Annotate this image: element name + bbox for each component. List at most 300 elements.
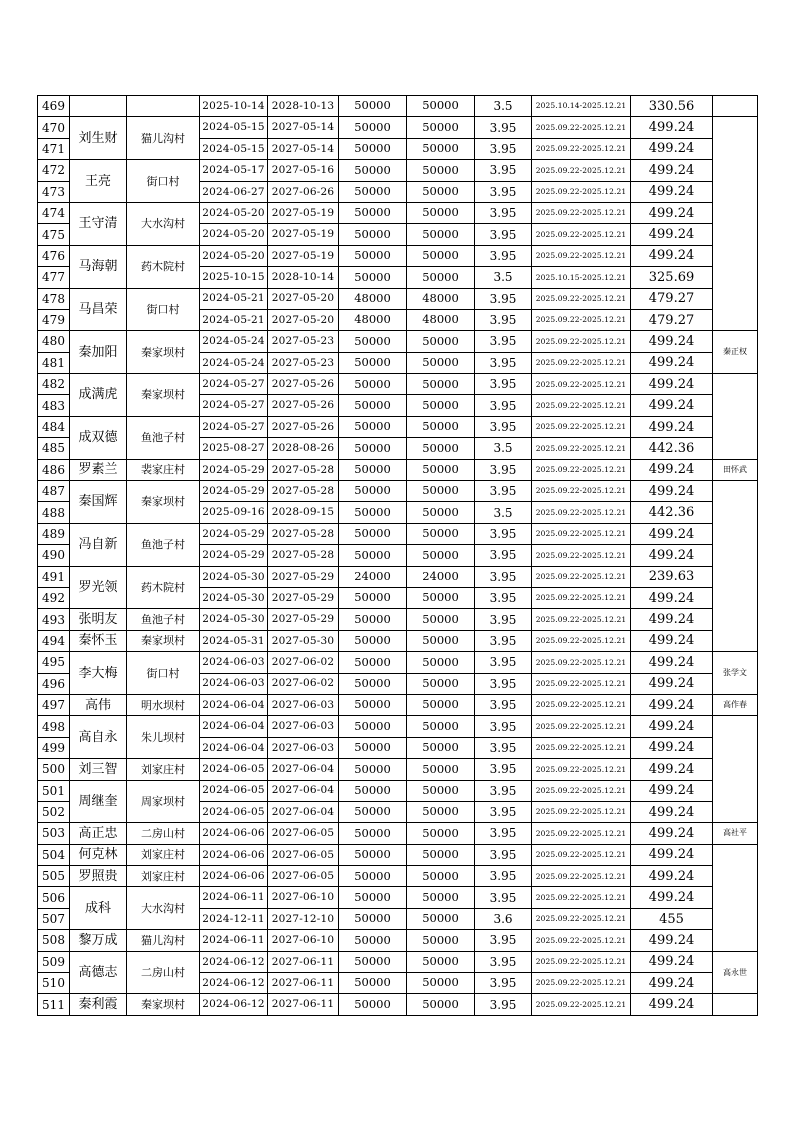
interest-rate: 3.95: [475, 523, 532, 544]
borrower-name: 高德志: [70, 951, 127, 994]
interest-period: 2025.09.22-2025.12.21: [532, 181, 631, 202]
remark: [713, 96, 758, 117]
interest-period: 2025.09.22-2025.12.21: [532, 930, 631, 951]
interest-period: 2025.09.22-2025.12.21: [532, 160, 631, 181]
interest-period: 2025.09.22-2025.12.21: [532, 523, 631, 544]
interest-period: 2025.09.22-2025.12.21: [532, 759, 631, 780]
village-name: 明水坝村: [127, 694, 200, 715]
loan-balance: 50000: [407, 823, 475, 844]
row-number: 498: [38, 716, 70, 737]
table-row: [38, 459, 758, 480]
village-name: 秦家坝村: [127, 331, 200, 374]
remark: 张学文: [713, 652, 758, 695]
start-date: 2024-06-12: [200, 973, 268, 994]
table-row: [38, 844, 758, 865]
village-name: 鱼池子村: [127, 416, 200, 459]
start-date: 2024-05-30: [200, 566, 268, 587]
loan-balance: 50000: [407, 609, 475, 630]
interest-amount: 499.24: [631, 374, 713, 395]
loan-balance: 50000: [407, 908, 475, 929]
start-date: 2024-05-17: [200, 160, 268, 181]
row-number: 493: [38, 609, 70, 630]
end-date: 2028-10-13: [268, 96, 339, 117]
row-number: 490: [38, 545, 70, 566]
row-number: 505: [38, 866, 70, 887]
end-date: 2027-05-28: [268, 523, 339, 544]
interest-period: 2025.09.22-2025.12.21: [532, 652, 631, 673]
loan-amount: 50000: [339, 609, 407, 630]
row-number: 508: [38, 930, 70, 951]
interest-period: 2025.09.22-2025.12.21: [532, 716, 631, 737]
remark: 高社平: [713, 823, 758, 844]
village-name: 刘家庄村: [127, 844, 200, 865]
end-date: 2027-05-26: [268, 395, 339, 416]
remark: 高永世: [713, 951, 758, 994]
interest-rate: 3.95: [475, 245, 532, 266]
borrower-name: 高自永: [70, 716, 127, 759]
table-row: [38, 994, 758, 1015]
loan-balance: 50000: [407, 459, 475, 480]
end-date: 2027-05-23: [268, 352, 339, 373]
interest-rate: 3.95: [475, 951, 532, 972]
interest-amount: 499.24: [631, 694, 713, 715]
end-date: 2027-06-26: [268, 181, 339, 202]
interest-amount: 499.24: [631, 652, 713, 673]
interest-amount: 499.24: [631, 481, 713, 502]
row-number: 479: [38, 309, 70, 330]
interest-amount: 499.24: [631, 545, 713, 566]
start-date: 2024-06-11: [200, 930, 268, 951]
village-name: [127, 96, 200, 117]
interest-rate: 3.95: [475, 331, 532, 352]
end-date: 2028-09-15: [268, 502, 339, 523]
interest-amount: 499.24: [631, 181, 713, 202]
loan-balance: 50000: [407, 844, 475, 865]
loan-balance: 50000: [407, 138, 475, 159]
loan-balance: 50000: [407, 716, 475, 737]
table-row: [38, 96, 758, 117]
end-date: 2027-06-03: [268, 737, 339, 758]
start-date: 2024-06-12: [200, 951, 268, 972]
loan-balance: 50000: [407, 930, 475, 951]
loan-balance: 50000: [407, 224, 475, 245]
borrower-name: 秦利霞: [70, 994, 127, 1015]
loan-balance: 50000: [407, 245, 475, 266]
row-number: 494: [38, 630, 70, 651]
end-date: 2027-05-29: [268, 609, 339, 630]
interest-period: 2025.09.22-2025.12.21: [532, 395, 631, 416]
loan-amount: 50000: [339, 844, 407, 865]
interest-amount: 499.24: [631, 780, 713, 801]
interest-period: 2025.09.22-2025.12.21: [532, 780, 631, 801]
interest-amount: 479.27: [631, 309, 713, 330]
interest-rate: 3.95: [475, 844, 532, 865]
loan-amount: 50000: [339, 759, 407, 780]
loan-balance: 50000: [407, 117, 475, 138]
interest-amount: 499.24: [631, 202, 713, 223]
start-date: 2024-05-27: [200, 374, 268, 395]
row-number: 492: [38, 587, 70, 608]
village-name: 药木院村: [127, 245, 200, 288]
loan-amount: 50000: [339, 224, 407, 245]
end-date: 2027-05-26: [268, 374, 339, 395]
end-date: 2027-05-19: [268, 202, 339, 223]
loan-balance: 48000: [407, 288, 475, 309]
interest-period: 2025.09.22-2025.12.21: [532, 416, 631, 437]
interest-amount: 499.24: [631, 630, 713, 651]
borrower-name: 秦加阳: [70, 331, 127, 374]
row-number: 473: [38, 181, 70, 202]
end-date: 2027-06-05: [268, 866, 339, 887]
borrower-name: 成满虎: [70, 374, 127, 417]
borrower-name: 何克林: [70, 844, 127, 865]
interest-amount: 499.24: [631, 930, 713, 951]
village-name: 鱼池子村: [127, 609, 200, 630]
loan-balance: 50000: [407, 973, 475, 994]
loan-amount: 50000: [339, 716, 407, 737]
end-date: 2027-06-03: [268, 694, 339, 715]
interest-period: 2025.09.22-2025.12.21: [532, 609, 631, 630]
start-date: 2024-05-30: [200, 587, 268, 608]
start-date: 2024-05-27: [200, 416, 268, 437]
borrower-name: 秦国辉: [70, 481, 127, 524]
interest-amount: 499.24: [631, 416, 713, 437]
interest-rate: 3.95: [475, 117, 532, 138]
loan-amount: 50000: [339, 673, 407, 694]
row-number: 486: [38, 459, 70, 480]
borrower-name: 罗照贵: [70, 866, 127, 887]
loan-amount: 50000: [339, 374, 407, 395]
interest-period: 2025.09.22-2025.12.21: [532, 481, 631, 502]
loan-amount: 50000: [339, 181, 407, 202]
remark: 田怀武: [713, 459, 758, 480]
interest-amount: 499.24: [631, 160, 713, 181]
start-date: 2024-05-29: [200, 459, 268, 480]
end-date: 2027-06-02: [268, 652, 339, 673]
row-number: 497: [38, 694, 70, 715]
table-row: [38, 887, 758, 908]
table-row: [38, 759, 758, 780]
interest-period: 2025.09.22-2025.12.21: [532, 566, 631, 587]
start-date: 2025-09-16: [200, 502, 268, 523]
row-number: 495: [38, 652, 70, 673]
start-date: 2024-05-20: [200, 245, 268, 266]
row-number: 502: [38, 801, 70, 822]
table-row: [38, 374, 758, 395]
start-date: 2024-06-12: [200, 994, 268, 1015]
interest-amount: 499.24: [631, 823, 713, 844]
interest-rate: 3.95: [475, 202, 532, 223]
end-date: 2027-05-19: [268, 245, 339, 266]
interest-amount: 499.24: [631, 352, 713, 373]
interest-period: 2025.10.14-2025.12.21: [532, 96, 631, 117]
loan-amount: 50000: [339, 523, 407, 544]
loan-balance: 50000: [407, 587, 475, 608]
start-date: 2024-05-24: [200, 352, 268, 373]
interest-rate: 3.95: [475, 930, 532, 951]
row-number: 488: [38, 502, 70, 523]
interest-amount: 499.24: [631, 844, 713, 865]
village-name: 周家坝村: [127, 780, 200, 823]
row-number: 472: [38, 160, 70, 181]
borrower-name: [70, 96, 127, 117]
loan-balance: 50000: [407, 502, 475, 523]
loan-amount: 50000: [339, 138, 407, 159]
start-date: 2024-06-11: [200, 887, 268, 908]
row-number: 480: [38, 331, 70, 352]
interest-amount: 499.24: [631, 459, 713, 480]
interest-rate: 3.95: [475, 138, 532, 159]
start-date: 2024-05-21: [200, 288, 268, 309]
loan-balance: 50000: [407, 951, 475, 972]
village-name: 猫儿沟村: [127, 117, 200, 160]
interest-rate: 3.5: [475, 267, 532, 288]
start-date: 2024-06-05: [200, 780, 268, 801]
interest-amount: 499.24: [631, 737, 713, 758]
row-number: 489: [38, 523, 70, 544]
interest-amount: 499.24: [631, 759, 713, 780]
interest-rate: 3.95: [475, 887, 532, 908]
table-row: [38, 288, 758, 309]
start-date: 2024-06-03: [200, 673, 268, 694]
start-date: 2024-05-15: [200, 117, 268, 138]
interest-period: 2025.10.15-2025.12.21: [532, 267, 631, 288]
start-date: 2024-06-04: [200, 737, 268, 758]
row-number: 482: [38, 374, 70, 395]
loan-balance: 50000: [407, 481, 475, 502]
start-date: 2024-06-27: [200, 181, 268, 202]
end-date: 2027-05-26: [268, 416, 339, 437]
interest-rate: 3.95: [475, 780, 532, 801]
loan-interest-table: [37, 95, 758, 1016]
interest-amount: 330.56: [631, 96, 713, 117]
loan-balance: 50000: [407, 160, 475, 181]
loan-amount: 50000: [339, 395, 407, 416]
borrower-name: 罗素兰: [70, 459, 127, 480]
village-name: 街口村: [127, 288, 200, 331]
interest-amount: 239.63: [631, 566, 713, 587]
start-date: 2024-06-05: [200, 759, 268, 780]
borrower-name: 王亮: [70, 160, 127, 203]
interest-rate: 3.95: [475, 288, 532, 309]
table-row: [38, 630, 758, 651]
row-number: 481: [38, 352, 70, 373]
start-date: 2024-05-31: [200, 630, 268, 651]
remark: 高作春: [713, 694, 758, 715]
loan-amount: 50000: [339, 780, 407, 801]
interest-period: 2025.09.22-2025.12.21: [532, 352, 631, 373]
borrower-name: 成科: [70, 887, 127, 930]
loan-balance: 50000: [407, 416, 475, 437]
interest-rate: 3.95: [475, 352, 532, 373]
loan-balance: 50000: [407, 202, 475, 223]
row-number: 496: [38, 673, 70, 694]
borrower-name: 马海朝: [70, 245, 127, 288]
interest-amount: 499.24: [631, 395, 713, 416]
interest-amount: 499.24: [631, 587, 713, 608]
start-date: 2024-06-04: [200, 716, 268, 737]
village-name: 街口村: [127, 652, 200, 695]
interest-period: 2025.09.22-2025.12.21: [532, 994, 631, 1015]
interest-amount: 499.24: [631, 523, 713, 544]
table-row: [38, 951, 758, 972]
start-date: 2024-05-20: [200, 202, 268, 223]
village-name: 裴家庄村: [127, 459, 200, 480]
loan-amount: 50000: [339, 502, 407, 523]
interest-rate: 3.95: [475, 866, 532, 887]
interest-period: 2025.09.22-2025.12.21: [532, 438, 631, 459]
end-date: 2027-06-10: [268, 887, 339, 908]
interest-rate: 3.95: [475, 181, 532, 202]
interest-rate: 3.95: [475, 481, 532, 502]
end-date: 2027-06-11: [268, 994, 339, 1015]
interest-rate: 3.95: [475, 545, 532, 566]
interest-rate: 3.5: [475, 502, 532, 523]
loan-amount: 50000: [339, 331, 407, 352]
interest-amount: 499.24: [631, 245, 713, 266]
loan-amount: 50000: [339, 930, 407, 951]
row-number: 501: [38, 780, 70, 801]
loan-amount: 50000: [339, 545, 407, 566]
interest-period: 2025.09.22-2025.12.21: [532, 694, 631, 715]
interest-rate: 3.95: [475, 737, 532, 758]
row-number: 511: [38, 994, 70, 1015]
village-name: 鱼池子村: [127, 523, 200, 566]
interest-period: 2025.09.22-2025.12.21: [532, 587, 631, 608]
interest-period: 2025.09.22-2025.12.21: [532, 459, 631, 480]
loan-balance: 50000: [407, 96, 475, 117]
table-row: [38, 202, 758, 223]
row-number: 478: [38, 288, 70, 309]
loan-balance: 50000: [407, 887, 475, 908]
row-number: 470: [38, 117, 70, 138]
loan-balance: 48000: [407, 309, 475, 330]
remark: [713, 994, 758, 1015]
interest-rate: 3.6: [475, 908, 532, 929]
interest-period: 2025.09.22-2025.12.21: [532, 887, 631, 908]
interest-period: 2025.09.22-2025.12.21: [532, 673, 631, 694]
row-number: 509: [38, 951, 70, 972]
loan-balance: 50000: [407, 694, 475, 715]
borrower-name: 张明友: [70, 609, 127, 630]
interest-rate: 3.95: [475, 224, 532, 245]
village-name: 二房山村: [127, 823, 200, 844]
table-row: [38, 117, 758, 138]
loan-amount: 50000: [339, 823, 407, 844]
interest-period: 2025.09.22-2025.12.21: [532, 545, 631, 566]
loan-amount: 50000: [339, 459, 407, 480]
row-number: 504: [38, 844, 70, 865]
interest-amount: 499.24: [631, 994, 713, 1015]
row-number: 474: [38, 202, 70, 223]
loan-balance: 24000: [407, 566, 475, 587]
loan-amount: 50000: [339, 416, 407, 437]
interest-rate: 3.95: [475, 673, 532, 694]
loan-amount: 50000: [339, 587, 407, 608]
table-row: [38, 245, 758, 266]
interest-period: 2025.09.22-2025.12.21: [532, 801, 631, 822]
remark: [713, 844, 758, 951]
interest-rate: 3.95: [475, 759, 532, 780]
loan-amount: 50000: [339, 117, 407, 138]
interest-amount: 499.24: [631, 673, 713, 694]
loan-amount: 50000: [339, 737, 407, 758]
loan-amount: 48000: [339, 288, 407, 309]
village-name: 大水沟村: [127, 887, 200, 930]
interest-rate: 3.95: [475, 609, 532, 630]
start-date: 2024-05-24: [200, 331, 268, 352]
start-date: 2024-05-29: [200, 481, 268, 502]
borrower-name: 秦怀玉: [70, 630, 127, 651]
loan-amount: 50000: [339, 438, 407, 459]
interest-period: 2025.09.22-2025.12.21: [532, 844, 631, 865]
end-date: 2027-05-23: [268, 331, 339, 352]
village-name: 秦家坝村: [127, 481, 200, 524]
end-date: 2028-10-14: [268, 267, 339, 288]
loan-amount: 50000: [339, 160, 407, 181]
loan-amount: 50000: [339, 652, 407, 673]
village-name: 街口村: [127, 160, 200, 203]
interest-rate: 3.95: [475, 587, 532, 608]
village-name: 朱儿坝村: [127, 716, 200, 759]
interest-amount: 499.24: [631, 887, 713, 908]
loan-balance: 50000: [407, 866, 475, 887]
remark: [713, 716, 758, 823]
end-date: 2027-06-05: [268, 844, 339, 865]
loan-amount: 50000: [339, 951, 407, 972]
borrower-name: 罗光领: [70, 566, 127, 609]
borrower-name: 高正忠: [70, 823, 127, 844]
end-date: 2027-05-20: [268, 309, 339, 330]
row-number: 506: [38, 887, 70, 908]
interest-rate: 3.95: [475, 994, 532, 1015]
table-row: [38, 609, 758, 630]
interest-amount: 499.24: [631, 951, 713, 972]
table-row: [38, 652, 758, 673]
interest-amount: 325.69: [631, 267, 713, 288]
interest-rate: 3.95: [475, 694, 532, 715]
interest-period: 2025.09.22-2025.12.21: [532, 973, 631, 994]
interest-amount: 479.27: [631, 288, 713, 309]
interest-amount: 499.24: [631, 973, 713, 994]
village-name: 大水沟村: [127, 202, 200, 245]
end-date: 2027-12-10: [268, 908, 339, 929]
interest-amount: 499.24: [631, 716, 713, 737]
row-number: 500: [38, 759, 70, 780]
row-number: 485: [38, 438, 70, 459]
interest-period: 2025.09.22-2025.12.21: [532, 374, 631, 395]
table-row: [38, 523, 758, 544]
start-date: 2024-06-06: [200, 866, 268, 887]
loan-amount: 50000: [339, 801, 407, 822]
table-row: [38, 780, 758, 801]
loan-amount: 50000: [339, 866, 407, 887]
row-number: 483: [38, 395, 70, 416]
interest-rate: 3.5: [475, 96, 532, 117]
loan-balance: 50000: [407, 331, 475, 352]
end-date: 2027-06-04: [268, 780, 339, 801]
loan-amount: 50000: [339, 973, 407, 994]
loan-amount: 50000: [339, 908, 407, 929]
loan-amount: 50000: [339, 267, 407, 288]
row-number: 503: [38, 823, 70, 844]
end-date: 2027-06-03: [268, 716, 339, 737]
interest-rate: 3.95: [475, 309, 532, 330]
loan-balance: 50000: [407, 545, 475, 566]
interest-amount: 499.24: [631, 224, 713, 245]
interest-amount: 499.24: [631, 866, 713, 887]
loan-amount: 24000: [339, 566, 407, 587]
